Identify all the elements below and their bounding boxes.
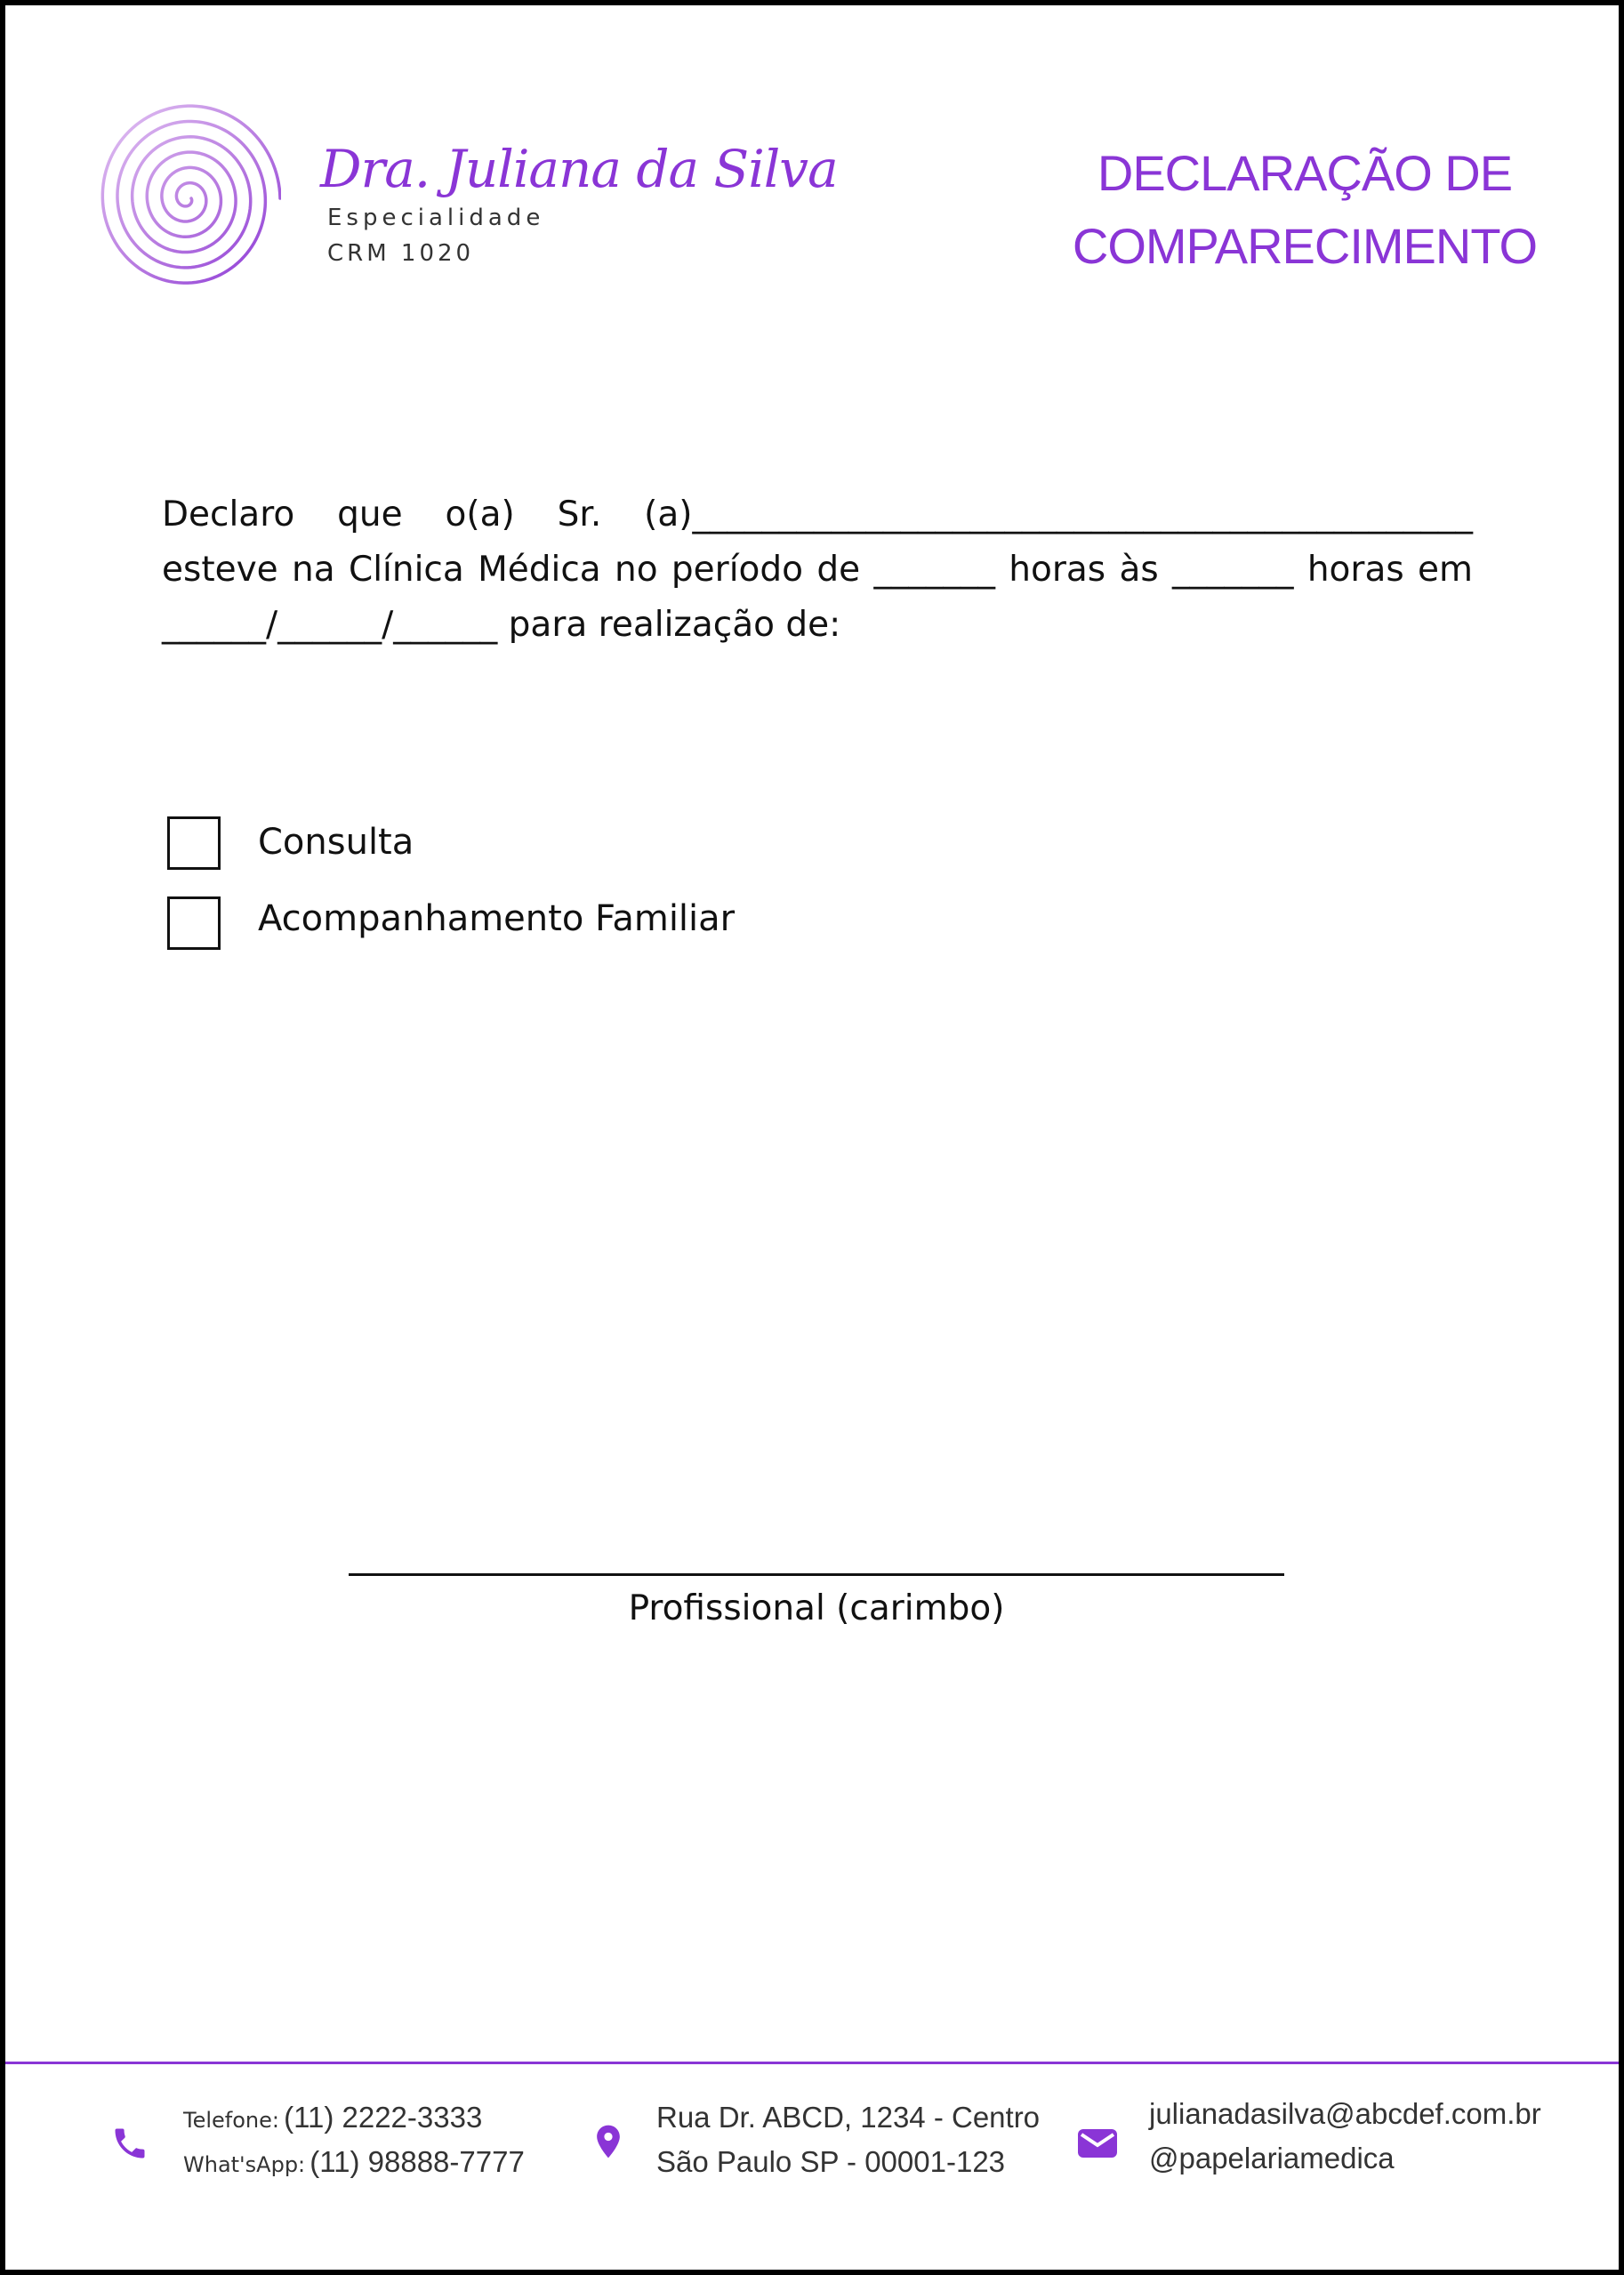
consulta-checkbox[interactable]	[167, 816, 221, 870]
declaration-line3: ______/______/______ para realização de:	[162, 605, 841, 645]
declaration-text	[162, 487, 1473, 653]
whatsapp-label: What'sApp:	[183, 2152, 306, 2177]
acompanhamento-label: Acompanhamento Familiar	[258, 898, 736, 939]
envelope-icon	[1076, 2126, 1119, 2161]
address-line1: Rua Dr. ABCD, 1234 - Centro	[656, 2101, 1041, 2134]
doctor-crm: CRM 1020	[327, 240, 475, 267]
online-contact	[1149, 2097, 1541, 2183]
whatsapp-number[interactable]: (11) 98888-7777	[310, 2145, 525, 2178]
signature-line	[349, 1573, 1284, 1576]
document-title-line1: DECLARAÇÃO DE	[1097, 145, 1513, 201]
phone-label: Telefone:	[183, 2108, 279, 2133]
doctor-name: Dra. Juliana da Silva	[320, 139, 838, 199]
consulta-label: Consulta	[258, 822, 414, 863]
signature-label: Profissional (carimbo)	[628, 1588, 1005, 1628]
document-title-line2: COMPARECIMENTO	[1072, 218, 1538, 274]
phone-icon	[110, 2120, 149, 2166]
doctor-specialty: Especialidade	[327, 205, 545, 231]
phone-contact	[183, 2101, 525, 2186]
location-pin-icon	[589, 2118, 628, 2165]
phone-number[interactable]: (11) 2222-3333	[284, 2101, 483, 2134]
address-contact	[656, 2101, 1040, 2186]
declaration-line1: Declaro que o(a) Sr. (a)_____________________________________________	[162, 494, 1473, 535]
address-line2: São Paulo SP - 00001-123	[656, 2145, 1006, 2178]
acompanhamento-checkbox[interactable]	[167, 896, 221, 950]
spiral-logo-icon	[94, 101, 281, 295]
footer-divider	[5, 2062, 1624, 2064]
declaration-line2: esteve na Clínica Médica no período de _______ horas às _______ horas em	[162, 550, 1473, 590]
document-title	[1069, 137, 1540, 283]
email-address[interactable]: julianadasilva@abcdef.com.br	[1149, 2097, 1541, 2130]
social-handle[interactable]: @papelariamedica	[1149, 2142, 1395, 2175]
